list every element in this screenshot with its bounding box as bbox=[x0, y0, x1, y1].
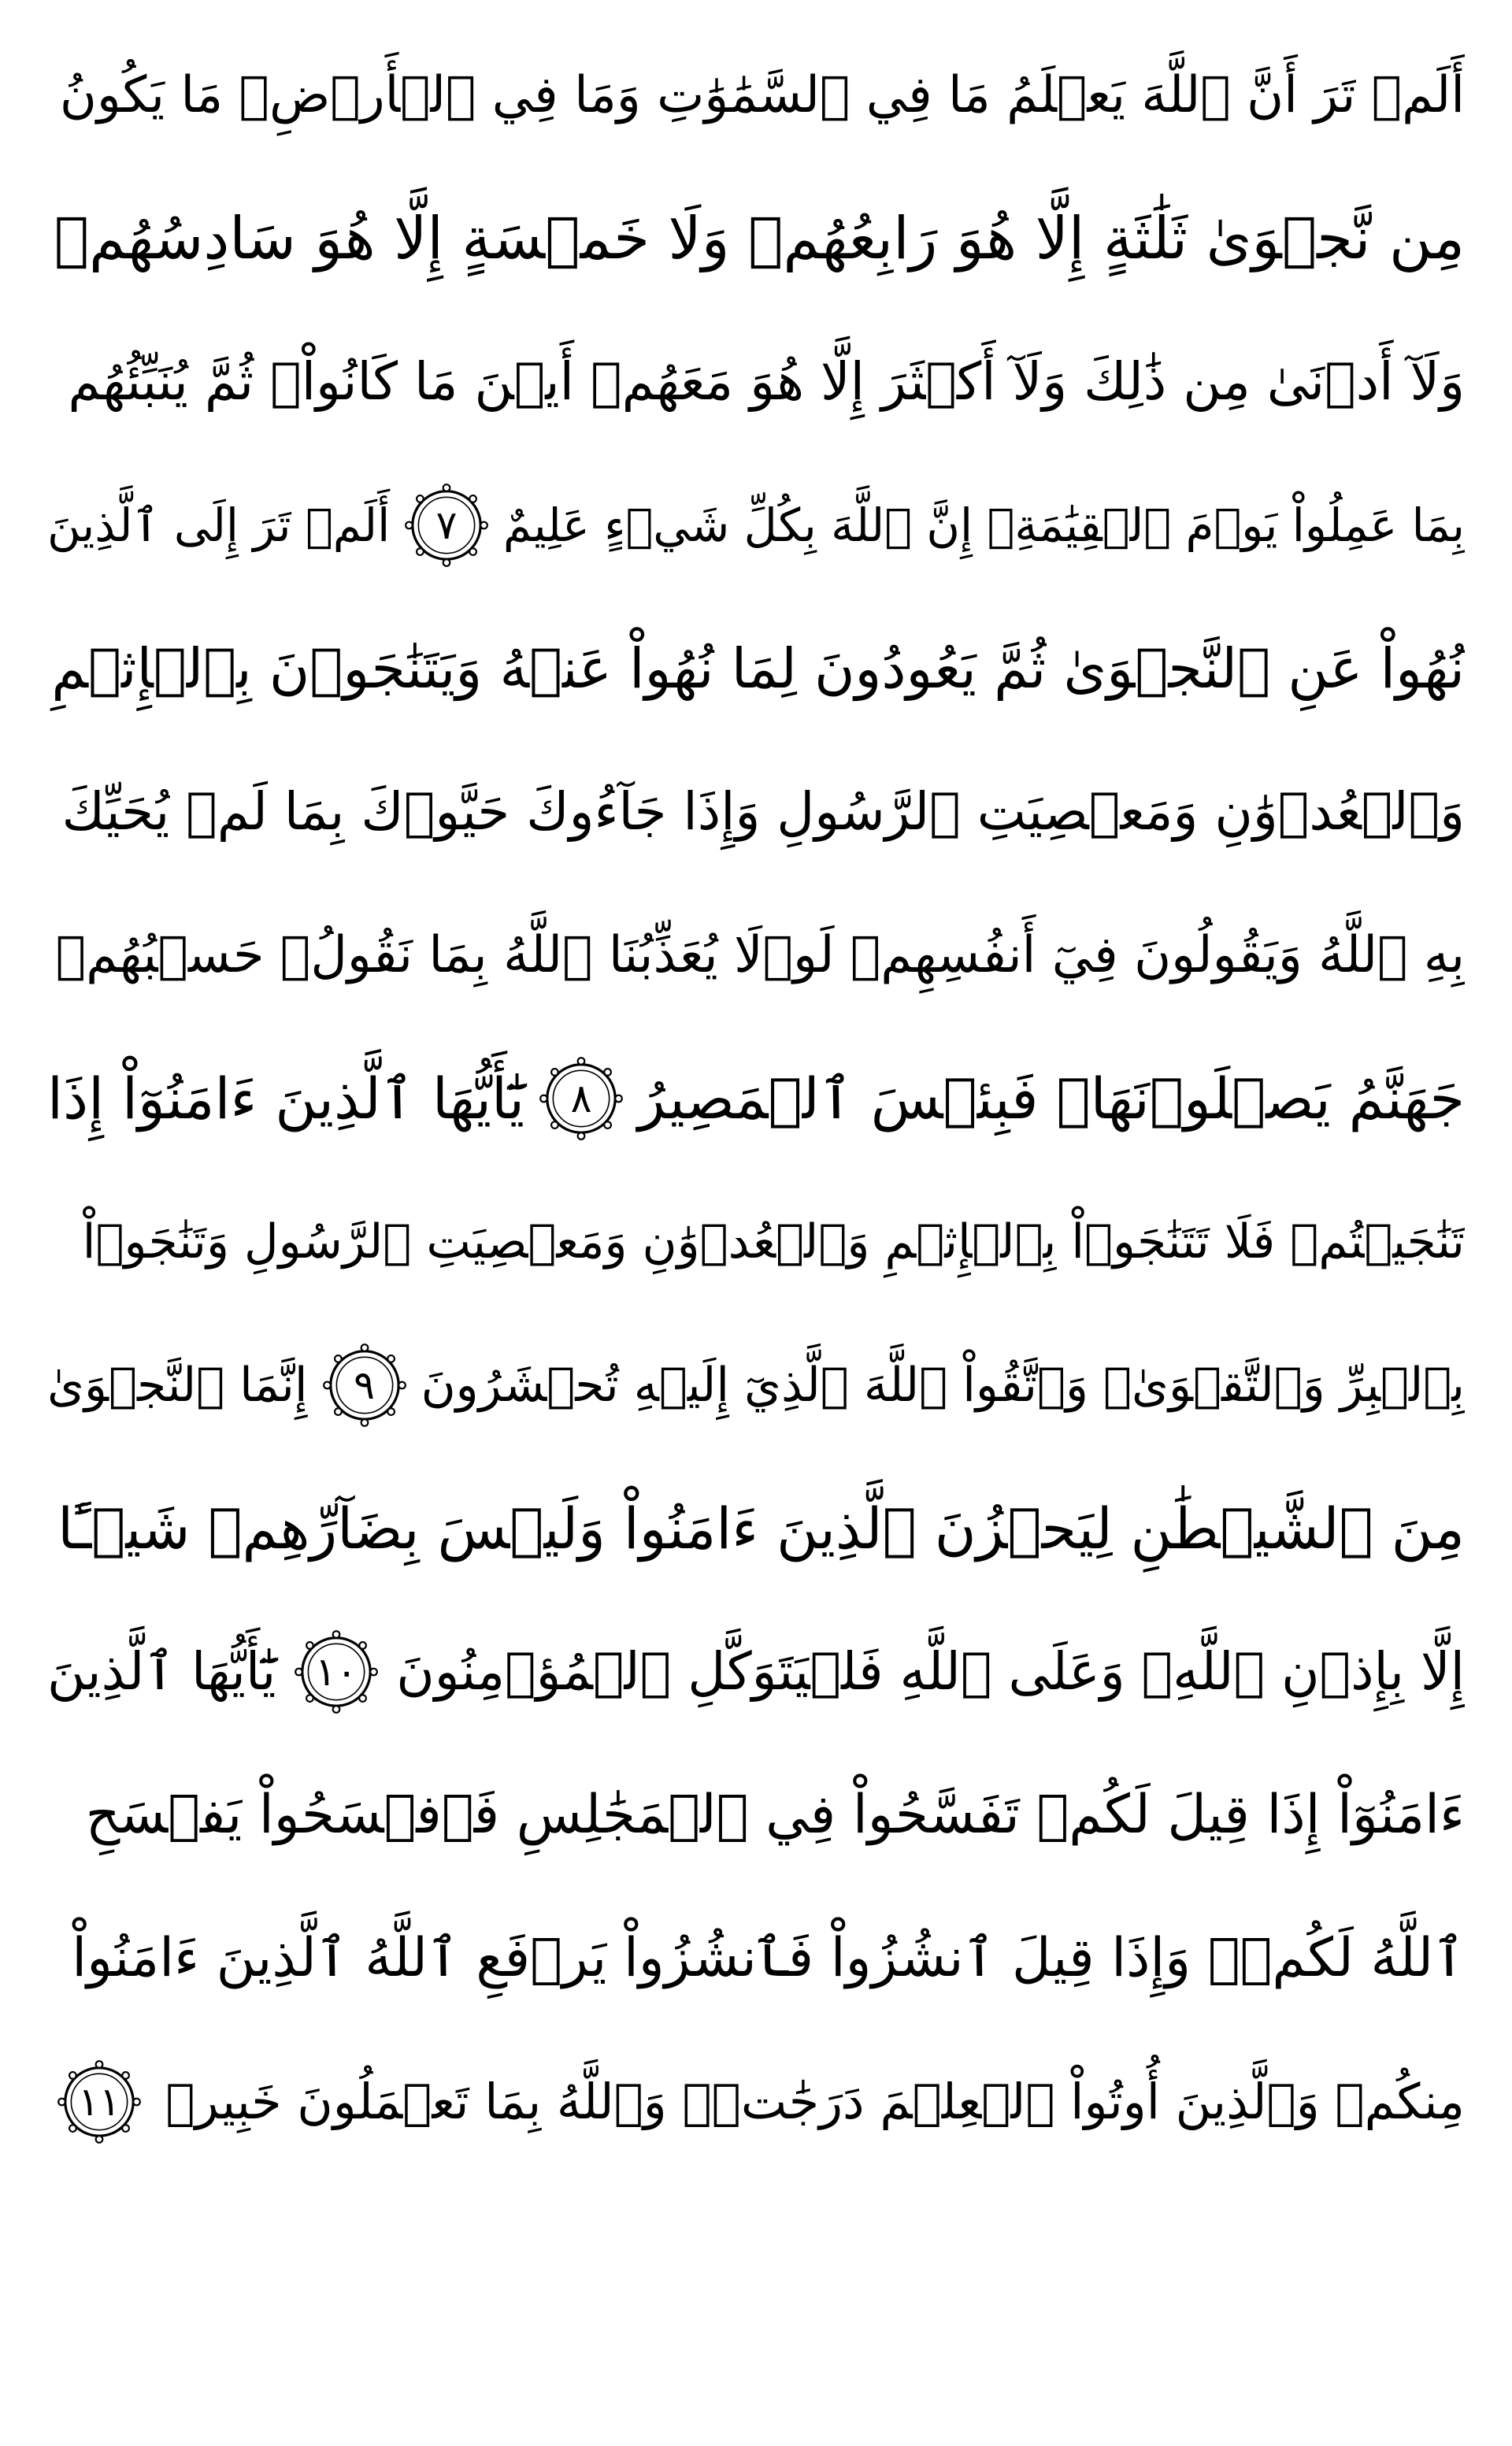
verse-text: مِنَ ٱلشَّيۡطَٰنِ لِيَحۡزُنَ ٱلَّذِينَ ءَامَنُواْ وَلَيۡسَ بِضَآرِّهِمۡ شَيۡـًٔا bbox=[57, 1495, 1465, 1562]
verse-text: بِهِ ٱللَّهُ وَيَقُولُونَ فِيٓ أَنفُسِهِمۡ لَوۡلَا يُعَذِّبُنَا ٱللَّهُ بِمَا نَقُولُۚ حَسۡبُهُمۡ bbox=[55, 926, 1465, 984]
verse-text: بِمَا عَمِلُواْ يَوۡمَ ٱلۡقِيَٰمَةِۚ إِنَّ ٱللَّهَ بِكُلِّ شَيۡءٍ عَلِيمٌ bbox=[502, 498, 1465, 552]
verse-line bbox=[47, 167, 1465, 310]
verse-text: جَهَنَّمُ يَصۡلَوۡنَهَاۖ فَبِئۡسَ ٱلۡمَصِيرُ bbox=[637, 1065, 1465, 1132]
ayah-number: ٧ bbox=[435, 502, 458, 548]
verse-text: يَٰٓأَيُّهَا ٱلَّذِينَ bbox=[47, 1641, 276, 1702]
ayah-number-marker bbox=[294, 1629, 379, 1714]
verse-line bbox=[47, 454, 1465, 597]
ayah-number-marker bbox=[322, 1343, 407, 1428]
ayah-number: ١٠ bbox=[314, 1649, 358, 1695]
verse-line bbox=[47, 1170, 1465, 1314]
verse-text: بِٱلۡبِرِّ وَٱلتَّقۡوَىٰۖ وَٱتَّقُواْ ٱللَّهَ ٱلَّذِيٓ إِلَيۡهِ تُحۡشَرُونَ bbox=[421, 1358, 1465, 1413]
verse-text: تَنَٰجَيۡتُمۡ فَلَا تَتَنَٰجَوۡاْ بِٱلۡإِثۡمِ وَٱلۡعُدۡوَٰنِ وَمَعۡصِيَتِ ٱلرَّسُولِ وَتَنَٰجَوۡاْ bbox=[82, 1214, 1465, 1269]
ayah-number-marker bbox=[404, 483, 489, 568]
verse-text: وَٱلۡعُدۡوَٰنِ وَمَعۡصِيَتِ ٱلرَّسُولِ وَإِذَا جَآءُوكَ حَيَّوۡكَ بِمَا لَمۡ يُحَيِّكَ bbox=[61, 781, 1465, 842]
verse-line bbox=[47, 1887, 1465, 2030]
verse-text: أَلَمۡ تَرَ أَنَّ ٱللَّهَ يَعۡلَمُ مَا فِي ٱلسَّمَٰوَٰتِ وَمَا فِي ٱلۡأَرۡضِۖ مَا يَكُونُ bbox=[59, 66, 1465, 124]
verse-text: نُهُواْ عَنِ ٱلنَّجۡوَىٰ ثُمَّ يَعُودُونَ لِمَا نُهُواْ عَنۡهُ وَيَتَنَٰجَوۡنَ بِٱلۡإِثۡمِ bbox=[51, 636, 1465, 701]
verse-line bbox=[47, 24, 1465, 167]
verse-line bbox=[47, 1314, 1465, 1457]
verse-text: يَٰٓأَيُّهَا ٱلَّذِينَ ءَامَنُوٓاْ إِذَا bbox=[47, 1065, 525, 1132]
verse-text: ٱللَّهُ لَكُمۡۖ وَإِذَا قِيلَ ٱنشُزُواْ فَٱنشُزُواْ يَرۡفَعِ ٱللَّهُ ٱلَّذِينَ ءَامَنُواْ bbox=[72, 1927, 1465, 1989]
verse-line bbox=[47, 1457, 1465, 1600]
verse-line bbox=[47, 1027, 1465, 1170]
ayah-number: ١١ bbox=[78, 2079, 120, 2125]
verse-line bbox=[47, 740, 1465, 884]
verse-line bbox=[47, 1600, 1465, 1744]
verse-text: ءَامَنُوٓاْ إِذَا قِيلَ لَكُمۡ تَفَسَّحُواْ فِي ٱلۡمَجَٰلِسِ فَٱفۡسَحُواْ يَفۡسَحِ bbox=[85, 1784, 1465, 1846]
verse-line bbox=[47, 1744, 1465, 1887]
verse-text: وَلَآ أَدۡنَىٰ مِن ذَٰلِكَ وَلَآ أَكۡثَرَ إِلَّا هُوَ مَعَهُمۡ أَيۡنَ مَا كَانُواْۖ ثُمَّ يُنَبِّئُهُم bbox=[68, 351, 1465, 412]
verse-line bbox=[47, 597, 1465, 740]
ayah-number: ٨ bbox=[570, 1076, 592, 1121]
verse-text: إِلَّا بِإِذۡنِ ٱللَّهِۚ وَعَلَى ٱللَّهِ فَلۡيَتَوَكَّلِ ٱلۡمُؤۡمِنُونَ bbox=[396, 1641, 1465, 1702]
ayah-number: ٩ bbox=[354, 1362, 375, 1408]
verse-line bbox=[47, 884, 1465, 1027]
verse-text: أَلَمۡ تَرَ إِلَى ٱلَّذِينَ bbox=[47, 498, 391, 552]
ayah-number-marker bbox=[57, 2059, 142, 2144]
verse-text: إِنَّمَا ٱلنَّجۡوَىٰ bbox=[47, 1358, 308, 1413]
verse-line bbox=[47, 310, 1465, 454]
verse-line bbox=[47, 2030, 1465, 2174]
ayah-number-marker bbox=[539, 1056, 624, 1141]
verse-text: مِن نَّجۡوَىٰ ثَلَٰثَةٍ إِلَّا هُوَ رَابِعُهُمۡ وَلَا خَمۡسَةٍ إِلَّا هُوَ سَادِسُهُمۡ bbox=[54, 205, 1465, 272]
verse-text: مِنكُمۡ وَٱلَّذِينَ أُوتُواْ ٱلۡعِلۡمَ دَرَجَٰتٖۚ وَٱللَّهُ بِمَا تَعۡمَلُونَ خَبِيرٞ bbox=[165, 2073, 1465, 2130]
verse-lines bbox=[47, 24, 1465, 2174]
